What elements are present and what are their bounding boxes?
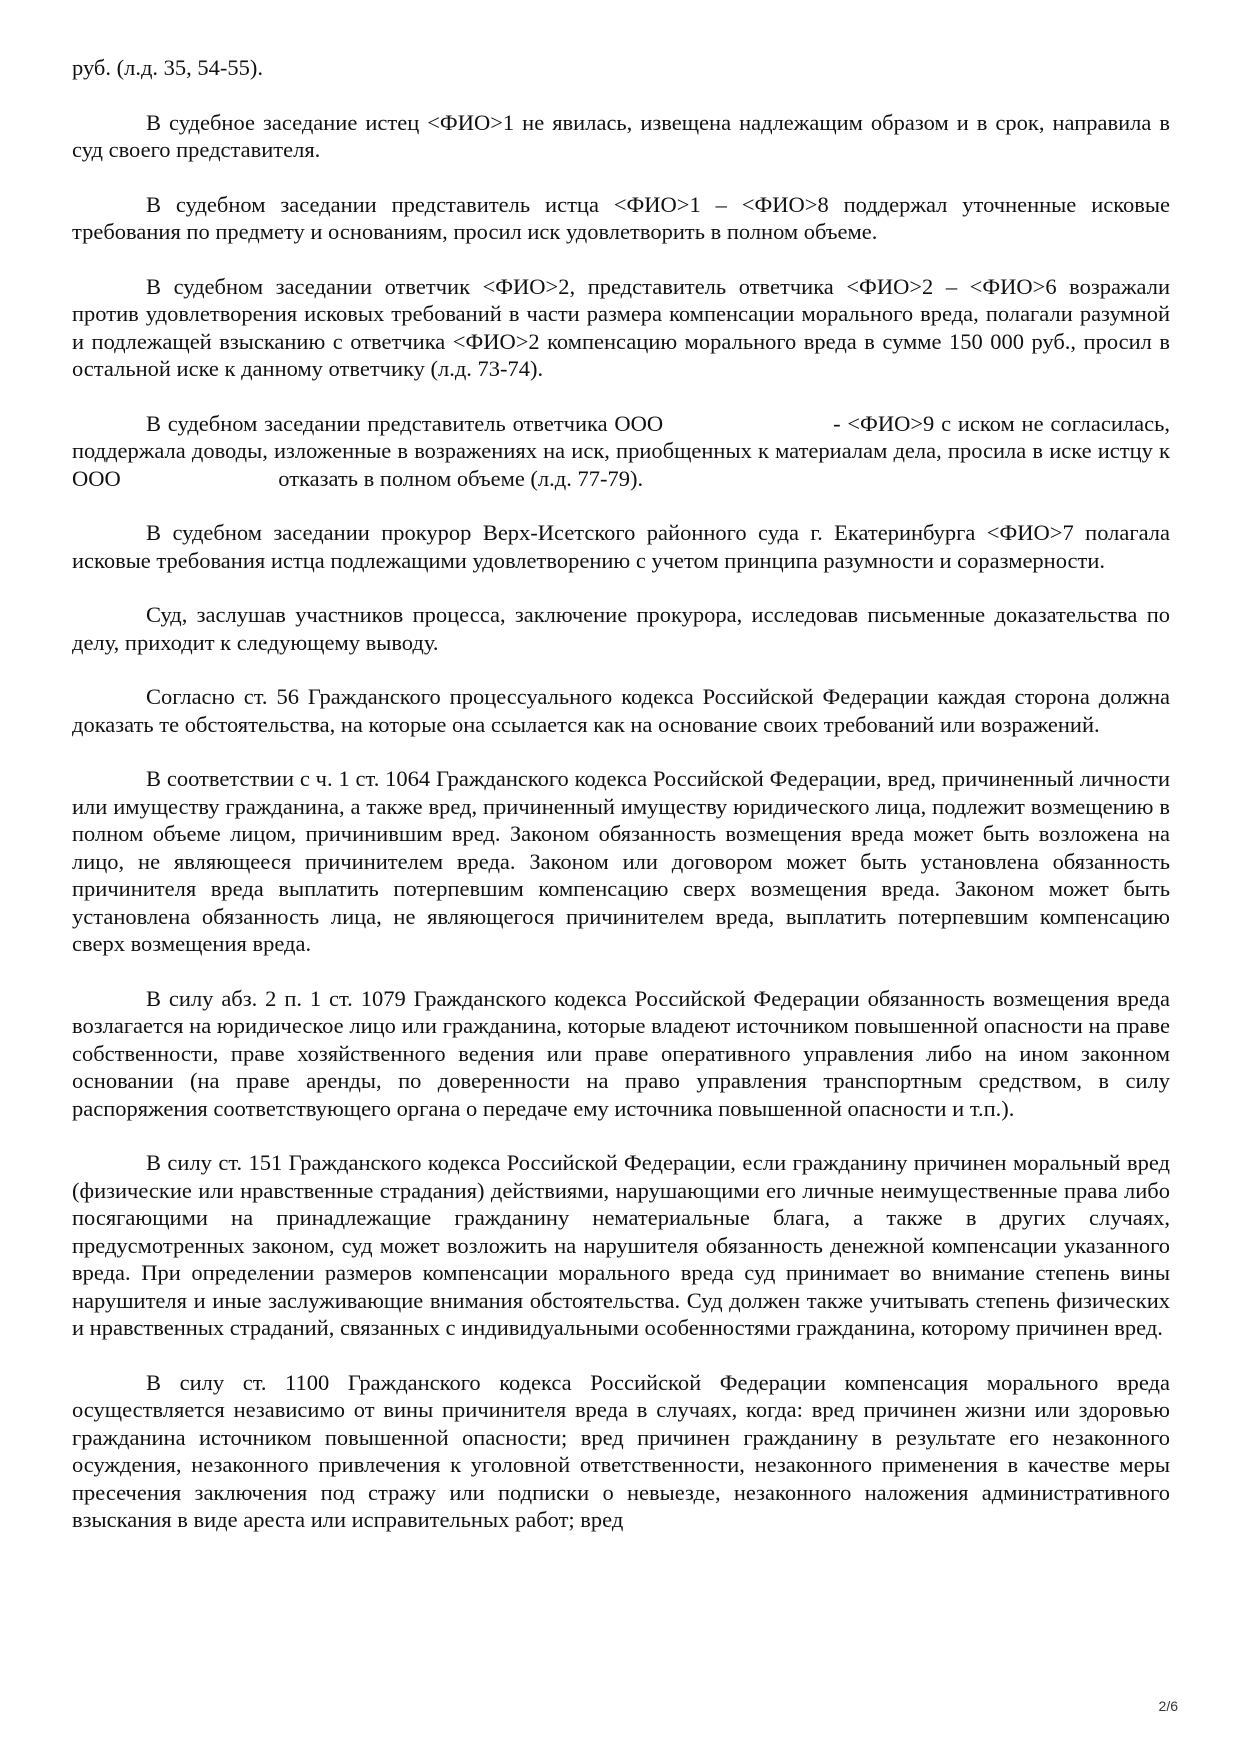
paragraph-company-representative: В судебном заседании представитель ответчика ООО - <ФИО>9 с иском не согласилась, поддержала доводы, изложенные в возражениях на иск, приобщенных к материалам дела, просила в иске истцу к ООО отказать в полном объеме (л.д. 77-79).: [72, 410, 1176, 491]
paragraph-article-151: В силу ст. 151 Гражданского кодекса Российской Федерации, если гражданину причинен моральный вред (физические или нравственные страдания) действиями, нарушающими его личные неимущественные права либо посягающими на принадлежащие гражданину нематериальные блага, а также в других случаях, предусмотренных законом, суд может возложить на нарушителя обязанность денежной компенсации указанного вреда. При определении размеров компенсации морального вреда суд принимает во внимание степень вины нарушителя и иные заслуживающие внимания обстоятельства. Суд должен также учитывать степень физических и нравственных страданий, связанных с индивидуальными особенностями гражданина, которому причинен вред.: [72, 1150, 1170, 1340]
paragraph-prosecutor: В судебном заседании прокурор Верх-Исетского районного суда г. Екатеринбурга <ФИО>7 полагала исковые требования истца подлежащими удовлетворению с учетом принципа разумности и соразмерности.: [72, 520, 1170, 573]
page-number: 2/6: [1158, 1698, 1178, 1714]
paragraph-plaintiff-absence: В судебное заседание истец <ФИО>1 не явилась, извещена надлежащим образом и в срок, направила в суд своего представителя.: [72, 109, 1170, 162]
paragraph-article-1064: В соответствии с ч. 1 ст. 1064 Гражданского кодекса Российской Федерации, вред, причиненный личности или имуществу гражданина, а также вред, причиненный имуществу юридического лица, подлежит возмещению в полном объеме лицом, причинившим вред. Законом обязанность возмещения вреда может быть возложена на лицо, не являющееся причинителем вреда. Законом или договором может быть установлена обязанность причинителя вреда выплатить потерпевшим компенсацию сверх возмещения вреда. Законом может быть установлена обязанность лица, не являющегося причинителем вреда, выплатить потерпевшим компенсацию сверх возмещения вреда.: [72, 766, 1170, 956]
paragraph-article-1079: В силу абз. 2 п. 1 ст. 1079 Гражданского кодекса Российской Федерации обязанность возмещения вреда возлагается на юридическое лицо или гражданина, которые владеют источником повышенной опасности на праве собственности, праве хозяйственного ведения или праве оперативного управления либо на ином законном основании (на праве аренды, по доверенности на право управления транспортным средством, в силу распоряжения соответствующего органа о передаче ему источника повышенной опасности и т.п.).: [72, 985, 1170, 1121]
document-page: [72, 54, 1176, 1561]
paragraph-article-56: Согласно ст. 56 Гражданского процессуального кодекса Российской Федерации каждая сторона должна доказать те обстоятельства, на которые она ссылается как на основание своих требований или возражений.: [72, 684, 1170, 737]
paragraph-continuation: руб. (л.д. 35, 54-55).: [72, 55, 264, 80]
paragraph-defendant-objection: В судебном заседании ответчик <ФИО>2, представитель ответчика <ФИО>2 – <ФИО>6 возражали против удовлетворения исковых требований в части размера компенсации морального вреда, полагали разумной и подлежащей взысканию с ответчика <ФИО>2 компенсацию морального вреда в сумме 150 000 руб., просил в остальной иске к данному ответчику (л.д. 73-74).: [72, 273, 1170, 381]
paragraph-article-1100: В силу ст. 1100 Гражданского кодекса Российской Федерации компенсация морального вреда осуществляется независимо от вины причинителя вреда в случаях, когда: вред причинен жизни или здоровью гражданина источником повышенной опасности; вред причинен гражданину в результате его незаконного осуждения, незаконного привлечения к уголовной ответственности, незаконного применения в качестве меры пресечения заключения под стражу или подписки о невыезде, незаконного наложения административного взыскания в виде ареста или исправительных работ; вред: [72, 1369, 1170, 1532]
paragraph-plaintiff-representative: В судебном заседании представитель истца <ФИО>1 – <ФИО>8 поддержал уточненные исковые требования по предмету и основаниям, просил иск удовлетворить в полном объеме.: [72, 191, 1170, 244]
paragraph-court-conclusion: Суд, заслушав участников процесса, заключение прокурора, исследовав письменные доказательства по делу, приходит к следующему выводу.: [72, 602, 1170, 655]
